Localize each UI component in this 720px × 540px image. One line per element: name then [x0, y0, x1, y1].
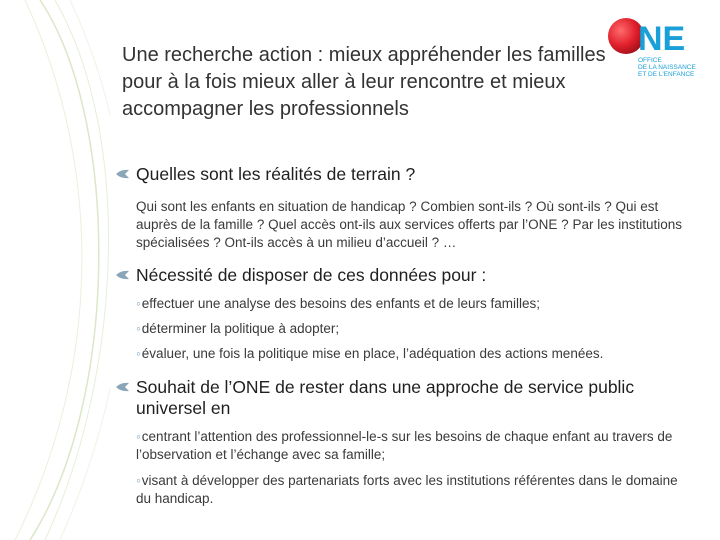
section-paragraph: Qui sont les enfants en situation de handicap ? Combien sont-ils ? Où sont-ils ? Qui est auprès de la famille ? Quel accès ont-ils aux services offerts par l’ONE ? Par les institutions spécialisées ? Ont-ils accès à un milieu d’accueil ? …	[136, 199, 682, 250]
section-realites	[112, 164, 692, 252]
heading-text: Souhait de l’ONE de rester dans une approche de service public universel en	[136, 377, 635, 418]
section-souhait	[112, 377, 692, 508]
section-heading	[112, 377, 692, 419]
list-item: ◦visant à développer des partenariats forts avec les institutions référentes dans le domaine du handicap.	[136, 473, 678, 506]
list-item: ◦déterminer la politique à adopter;	[136, 321, 340, 336]
logo-subtitle-2: DE LA NAISSANCE	[638, 64, 696, 71]
list-item: ◦évaluer, une fois la politique mise en place, l’adéquation des actions menées.	[136, 346, 604, 361]
section-necessite	[112, 265, 692, 363]
bullet-arrow-icon	[115, 168, 131, 180]
logo-brand-text: NE	[638, 20, 686, 58]
sub-bullet-icon: ◦	[136, 346, 141, 361]
sub-bullet-icon: ◦	[136, 296, 141, 311]
sub-bullet-icon: ◦	[136, 321, 141, 336]
decorative-curves	[0, 0, 110, 540]
section-heading	[112, 265, 692, 286]
slide-title: Une recherche action : mieux appréhender les familles pour à la fois mieux aller à leur rencontre et mieux accompagner les professionnels	[122, 44, 606, 120]
list-item: ◦centrant l’attention des professionnel-le-s sur les besoins de chaque enfant au travers de l’observation et l’échange avec sa famille;	[136, 429, 673, 462]
one-logo	[606, 14, 706, 84]
bullet-arrow-icon	[115, 269, 131, 281]
sub-bullet-icon: ◦	[136, 473, 141, 488]
heading-text: Nécessité de disposer de ces données pour :	[136, 265, 487, 285]
section-heading	[112, 164, 692, 185]
heading-text: Quelles sont les réalités de terrain ?	[136, 164, 416, 184]
bullet-arrow-icon	[115, 381, 131, 393]
slide-content	[112, 164, 692, 508]
logo-subtitle-1: OFFICE	[638, 57, 662, 64]
logo-subtitle-3: ET DE L'ENFANCE	[638, 71, 695, 78]
list-item: ◦effectuer une analyse des besoins des enfants et de leurs familles;	[136, 296, 541, 311]
sub-bullet-icon: ◦	[136, 429, 141, 444]
